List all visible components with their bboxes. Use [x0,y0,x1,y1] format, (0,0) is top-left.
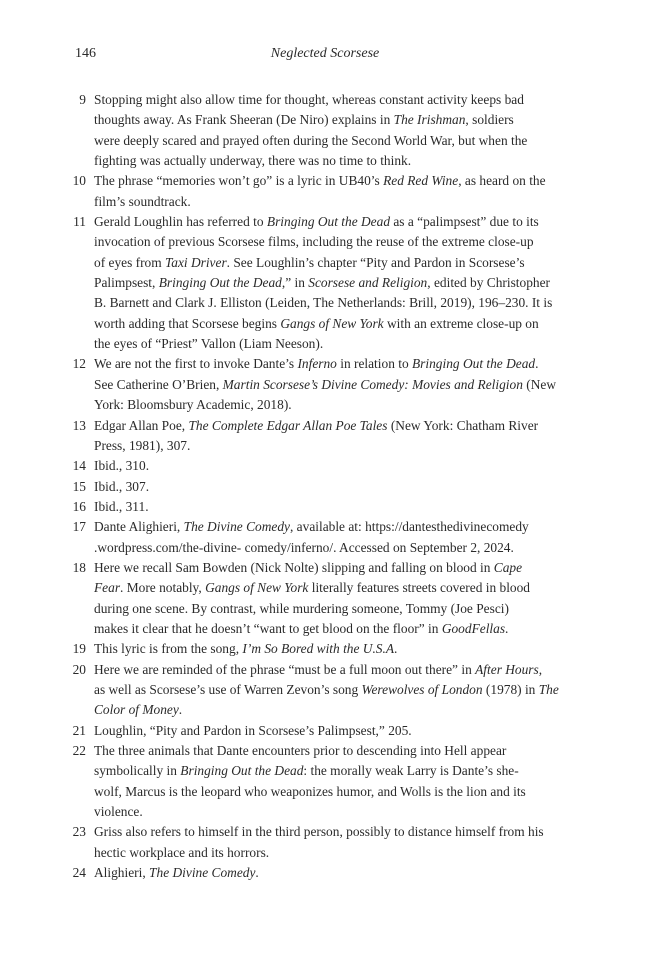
endnote-line [94,212,564,232]
endnote-item [0,639,650,659]
endnote-text [94,558,564,639]
endnote-line [94,497,564,517]
text-run: Stopping might also allow time for thought, whereas constant activity keeps bad [94,92,524,107]
endnote-item [0,354,650,415]
text-run: . [535,356,539,372]
text-run: Ibid., 307. [94,478,150,494]
text-run: We are not the first to invoke Dante’s [94,356,298,372]
endnote-line [94,782,564,802]
text-run: , as heard on the [458,173,546,189]
endnote-text [94,660,564,721]
endnote-item [0,90,650,171]
endnote-line [94,558,564,578]
endnote-line [94,578,564,598]
text-run: invocation of previous Scorsese films, including the reuse of the extreme close-up [94,234,534,250]
endnote-line [94,700,564,720]
italic-title: The Divine Comedy [149,865,256,881]
endnote-line [94,436,564,456]
text-run: . [178,702,183,718]
text-run: Here we are reminded of the phrase “must be a full moon out there” in [94,661,476,677]
endnote-line [94,721,564,741]
endnote-line [94,517,564,537]
text-run: : the morally weak Larry is Dante’s she- [303,763,519,779]
text-run: B. Barnett and Clark J. Elliston (Leiden, The Netherlands: Brill, 2019), 196–230. It is [94,295,553,311]
endnote-item [0,497,650,517]
text-run: York: Bloomsbury Academic, 2018). [94,397,292,413]
text-run: The three animals that Dante encounters prior to descending into Hell appear [94,743,507,758]
text-run: See Catherine O’Brien, [94,376,223,392]
endnote-line [94,110,564,130]
text-run: . [394,641,398,657]
endnote-line [94,599,564,619]
text-run: , edited by Christopher [427,275,550,291]
italic-title: Inferno [297,356,337,372]
endnote-item [0,863,650,883]
text-run: , [538,661,543,677]
text-run: violence. [94,804,143,820]
text-run: . More notably, [120,580,206,596]
italic-title: Fear [94,580,121,596]
text-run: Gerald Loughlin has referred to [94,214,267,230]
text-run: film’s soundtrack. [94,193,191,209]
endnote-line [94,171,564,191]
endnote-line [94,843,564,863]
text-run: the eyes of “Priest” Vallon (Liam Neeson). [94,336,324,352]
italic-title: Bringing Out the Dead [412,356,536,372]
italic-title: Taxi Driver [165,254,227,270]
italic-title: GoodFellas [441,620,506,636]
endnote-number: 23 [72,824,86,840]
italic-title: After Hours [475,661,539,677]
page-number: 146 [75,46,96,61]
italic-title: Scorsese and Religion [308,275,428,291]
endnotes-list [0,90,650,883]
endnote-item [0,477,650,497]
endnote-item [0,517,650,558]
endnote-line [94,232,564,252]
endnote-item [0,741,650,822]
text-run: literally features streets covered in blood [308,580,530,596]
endnote-line [94,131,564,151]
text-run: as well as Scorsese’s use of Warren Zevon’s song [94,681,362,697]
endnote-item [0,416,650,457]
text-run: . [255,865,259,881]
text-run: symbolically in [94,763,181,779]
endnote-number: 19 [72,641,86,657]
endnote-text [94,477,564,497]
endnote-text [94,354,564,415]
endnote-text [94,456,564,476]
text-run: Ibid., 311. [94,498,149,514]
endnote-item [0,171,650,212]
endnote-text [94,171,564,212]
endnote-text [94,416,564,457]
text-run: were deeply scared and prayed often during the Second World War, but when the [94,132,528,148]
endnote-item [0,721,650,741]
italic-title: I’m So Bored with the U.S.A [242,641,395,657]
text-run: of eyes from [94,254,166,270]
italic-title: The [538,681,559,697]
endnote-text [94,863,564,883]
endnote-line [94,90,564,110]
endnote-line [94,639,564,659]
text-run: as a “palimpsest” due to its [390,214,539,230]
endnote-line [94,619,564,639]
text-run: (1978) in [482,681,539,697]
text-run: in relation to [336,356,412,372]
endnote-number: 11 [73,214,86,230]
italic-title: The Divine Comedy [183,519,290,535]
endnote-text [94,639,564,659]
endnote-line [94,660,564,680]
endnote-line [94,375,564,395]
endnote-text [94,497,564,517]
endnote-number: 9 [79,92,86,107]
italic-title: Color of Money [94,702,179,718]
italic-title: The Irishman [393,112,466,128]
text-run: thoughts away. As Frank Sheeran (De Niro) explains in [94,112,394,128]
text-run: Palimpsest, [94,275,159,291]
endnote-line [94,680,564,700]
text-run: Alighieri, [94,865,150,881]
running-head: Neglected Scorsese [270,46,380,61]
endnote-text [94,90,564,171]
endnote-number: 18 [72,559,86,575]
text-run: ,” in [281,275,309,291]
endnote-line [94,314,564,334]
endnote-text [94,212,564,354]
endnote-item [0,660,650,721]
text-run: Ibid., 310. [94,458,150,474]
endnote-line [94,395,564,415]
page-header [0,46,650,66]
text-run: Press, 1981), 307. [94,437,191,453]
endnote-text [94,721,564,741]
text-run: This lyric is from the song, [94,641,243,657]
text-run: . [505,620,509,636]
endnote-line [94,477,564,497]
endnote-number: 17 [72,519,86,535]
endnote-line [94,273,564,293]
endnote-line [94,863,564,883]
italic-title: Gangs of New York [205,580,309,596]
endnote-number: 24 [72,865,86,881]
text-run: Edgar Allan Poe, [94,417,189,433]
text-run: , available at: https://dantesthedivinecomedy [289,519,529,535]
endnote-number: 13 [72,417,86,433]
endnote-item [0,558,650,639]
text-run: worth adding that Scorsese begins [94,315,281,331]
text-run: , soldiers [465,112,514,128]
endnote-line [94,151,564,171]
endnote-line [94,334,564,354]
endnote-number: 20 [72,661,86,677]
endnote-line [94,253,564,273]
italic-title: Gangs of New York [280,315,384,331]
italic-title: Werewolves of London [361,681,483,697]
text-run: . See Loughlin’s chapter “Pity and Pardon in Scorsese’s [226,254,525,270]
text-run: with an extreme close-up on [383,315,539,331]
endnote-line [94,354,564,374]
endnote-line [94,293,564,313]
text-run: during one scene. By contrast, while murdering someone, Tommy (Joe Pesci) [94,600,509,616]
text-run: Griss also refers to himself in the third person, possibly to distance himself from his [94,824,544,840]
endnote-item [0,212,650,354]
endnote-number: 10 [72,173,86,189]
endnote-item [0,456,650,476]
endnote-item [0,822,650,863]
text-run: makes it clear that he doesn’t “want to get blood on the floor” in [94,620,442,636]
italic-title: Bringing Out the Dead [180,763,304,779]
endnote-text [94,741,564,822]
text-run: wolf, Marcus is the leopard who weaponizes humor, and Wolls is the lion and its [94,783,526,799]
text-run: hectic workplace and its horrors. [94,844,270,860]
italic-title: Bringing Out the Dead [158,275,282,291]
endnote-line [94,192,564,212]
endnote-line [94,538,564,558]
endnote-number: 14 [72,458,86,474]
endnote-line [94,741,564,761]
italic-title: Cape [493,559,523,575]
text-run: Dante Alighieri, [94,519,184,535]
italic-title: Bringing Out the Dead [266,214,391,230]
endnote-line [94,456,564,476]
italic-title: Red Red Wine [383,173,459,189]
endnote-number: 16 [72,498,86,514]
endnote-text [94,517,564,558]
endnote-line [94,822,564,842]
text-run: .wordpress.com/the-divine- comedy/inferno/. Accessed on September 2, 2024. [94,539,514,555]
text-run: The phrase “memories won’t go” is a lyric in UB40’s [94,173,384,189]
text-run: (New [522,376,556,392]
text-run: Here we recall Sam Bowden (Nick Nolte) slipping and falling on blood in [94,559,494,575]
endnote-text [94,822,564,863]
endnote-number: 15 [72,478,86,494]
endnote-line [94,416,564,436]
endnote-number: 21 [72,722,86,738]
endnote-number: 22 [72,743,86,758]
text-run: fighting was actually underway, there was no time to think. [94,153,412,169]
endnote-line [94,802,564,822]
text-run: (New York: Chatham River [387,417,539,433]
italic-title: Martin Scorsese’s Divine Comedy: Movies and Religion [222,376,523,392]
italic-title: The Complete Edgar Allan Poe Tales [188,417,388,433]
endnote-line [94,761,564,781]
text-run: Loughlin, “Pity and Pardon in Scorsese’s Palimpsest,” 205. [94,722,412,738]
endnote-number: 12 [72,356,86,372]
